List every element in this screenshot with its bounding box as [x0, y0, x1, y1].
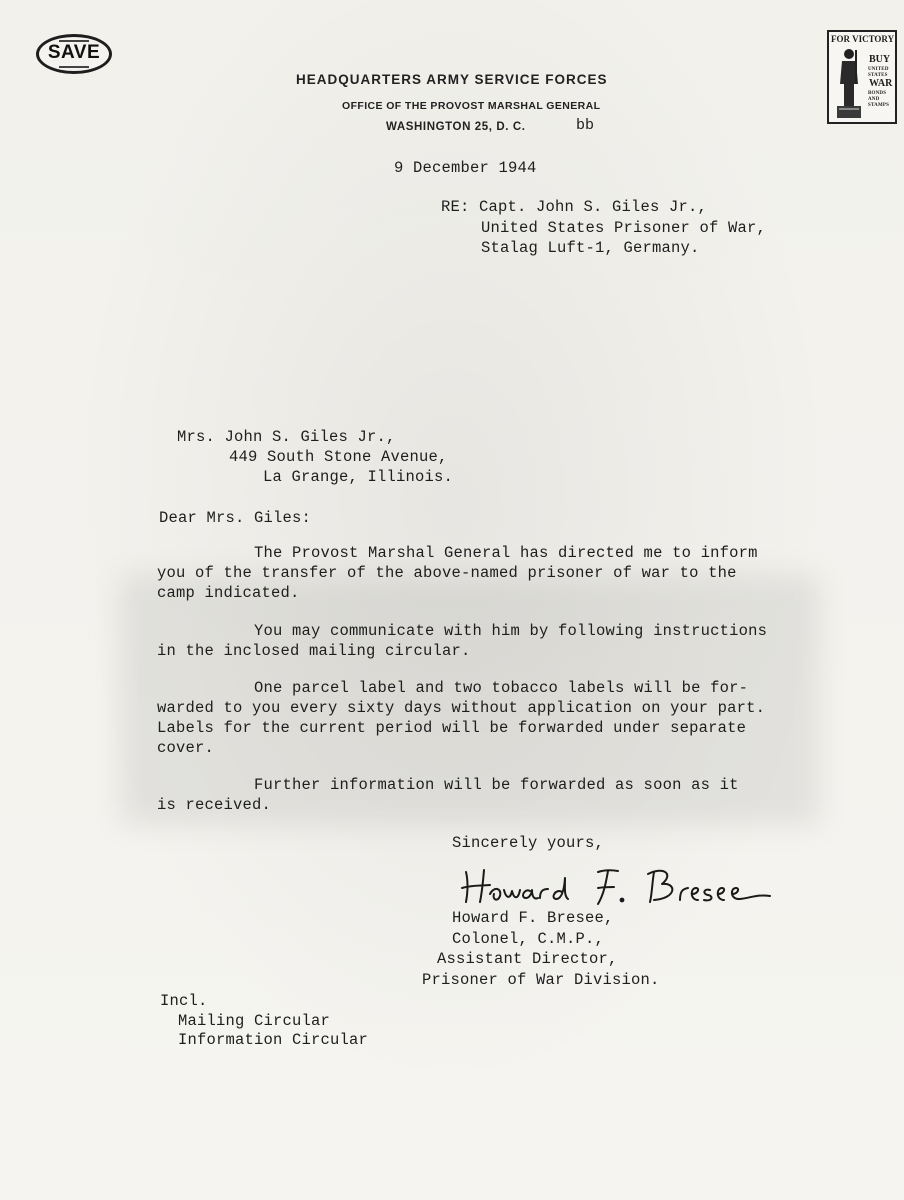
letterhead-location: WASHINGTON 25, D. C. [386, 121, 526, 133]
recipient-city: La Grange, Illinois. [263, 468, 454, 486]
recipient-name: Mrs. John S. Giles Jr., [177, 428, 396, 446]
body-line: One parcel label and two tobacco labels will be for- [254, 679, 749, 697]
signatory-division: Prisoner of War Division. [422, 971, 660, 989]
body-line: The Provost Marshal General has directed me to inform [254, 544, 758, 562]
handwritten-signature [458, 858, 778, 914]
salutation: Dear Mrs. Giles: [159, 509, 312, 527]
enclosures-label: Incl. [160, 992, 208, 1010]
body-line: is received. [157, 796, 272, 814]
soldier-figure-icon [833, 46, 865, 120]
save-badge-text: SAVE [47, 42, 101, 63]
war-bonds-stamp [827, 30, 897, 124]
enclosure-item: Mailing Circular [178, 1012, 331, 1030]
body-line: Labels for the current period will be forwarded under separate [157, 719, 747, 737]
enclosure-item: Information Circular [178, 1031, 369, 1049]
stamp-bonds: BONDS [868, 91, 887, 96]
body-line: cover. [157, 739, 215, 757]
stamp-stamps: STAMPS [868, 103, 890, 108]
badge-rule [59, 66, 89, 68]
save-badge-logo [36, 34, 112, 74]
stamp-and: AND [868, 97, 880, 102]
stamp-top-text: FOR VICTORY [831, 34, 895, 44]
body-line: in the inclosed mailing circular. [157, 642, 471, 660]
signatory-rank: Colonel, C.M.P., [452, 930, 605, 948]
closing: Sincerely yours, [452, 834, 605, 852]
signatory-name: Howard F. Bresee, [452, 909, 614, 927]
body-line: Further information will be forwarded as soon as it [254, 776, 739, 794]
body-line: You may communicate with him by following instructions [254, 622, 768, 640]
stamp-united: UNITED [868, 67, 889, 72]
stamp-states: STATES [868, 73, 888, 78]
typist-initials: bb [576, 117, 595, 134]
stamp-war: WAR [869, 78, 893, 89]
letterhead-office: OFFICE OF THE PROVOST MARSHAL GENERAL [342, 100, 601, 112]
body-line: camp indicated. [157, 584, 300, 602]
body-line: you of the transfer of the above-named prisoner of war to the [157, 564, 737, 582]
body-line: warded to you every sixty days without application on your part. [157, 699, 766, 717]
signatory-title: Assistant Director, [437, 950, 618, 968]
recipient-street: 449 South Stone Avenue, [229, 448, 448, 466]
reference-line: Stalag Luft-1, Germany. [481, 239, 700, 257]
letterhead-organization: HEADQUARTERS ARMY SERVICE FORCES [296, 72, 608, 87]
letter-date: 9 December 1944 [394, 159, 537, 177]
reference-line: RE: Capt. John S. Giles Jr., [441, 198, 708, 216]
reference-line: United States Prisoner of War, [481, 219, 767, 237]
stamp-buy: BUY [869, 54, 891, 65]
